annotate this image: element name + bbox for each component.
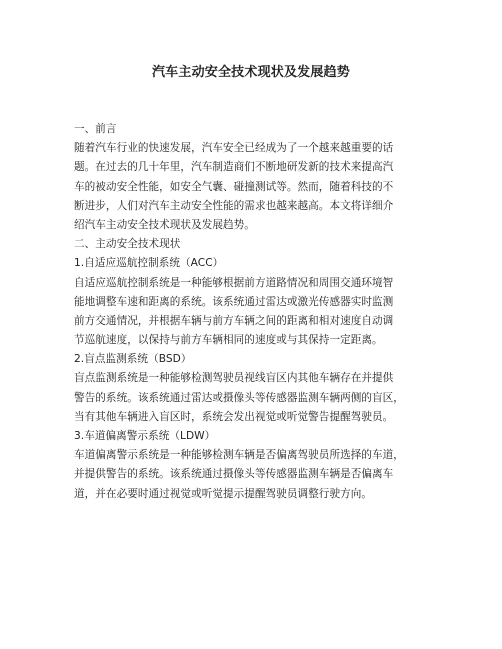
paragraph-line: 绍汽车主动安全技术现状及发展趋势。 <box>74 218 255 231</box>
section-heading-status: 二、主动安全技术现状 <box>74 238 181 251</box>
paragraph-line: 道，并在必要时通过视觉或听觉提示提醒驾驶员调整行驶方向。 <box>74 487 373 500</box>
document-body <box>74 120 436 504</box>
subheading-bsd: 2.盲点监测系统（BSD） <box>74 353 192 366</box>
paragraph-line: 自适应巡航控制系统是一种能够根据前方道路情况和周围交通环境智 <box>74 276 394 289</box>
paragraph-line: 前方交通情况，并根据车辆与前方车辆之间的距离和相对速度自动调 <box>74 314 394 327</box>
paragraph-line: 车的被动安全性能，如安全气囊、碰撞测试等。然而，随着科技的不 <box>74 180 394 193</box>
paragraph-line: 盲点监测系统是一种能够检测驾驶员视线盲区内其他车辆存在并提供 <box>74 372 394 385</box>
paragraph-line: 节巡航速度，以保持与前方车辆相同的速度或与其保持一定距离。 <box>74 334 383 347</box>
paragraph-line: 断进步，人们对汽车主动安全性能的需求也越来越高。本文将详细介 <box>74 199 394 212</box>
paragraph-line: 并提供警告的系统。该系统通过摄像头等传感器监测车辆是否偏离车 <box>74 468 394 481</box>
subheading-ldw: 3.车道偏离警示系统（LDW） <box>74 430 216 442</box>
paragraph-line: 题。在过去的几十年里，汽车制造商们不断地研发新的技术来提高汽 <box>74 161 394 174</box>
paragraph-line: 能地调整车速和距离的系统。该系统通过雷达或激光传感器实时监测 <box>74 295 394 308</box>
section-heading-intro: 一、前言 <box>74 123 117 135</box>
paragraph-line: 警告的系统。该系统通过雷达或摄像头等传感器监测车辆两侧的盲区， <box>74 391 404 404</box>
paragraph-line: 车道偏离警示系统是一种能够检测车辆是否偏离驾驶员所选择的车道， <box>74 449 404 462</box>
paragraph-line: 当有其他车辆进入盲区时，系统会发出视觉或听觉警告提醒驾驶员。 <box>74 410 394 423</box>
subheading-acc: 1.自适应巡航控制系统（ACC） <box>74 257 224 270</box>
document-title: 汽车主动安全技术现状及发展趋势 <box>151 65 350 80</box>
paragraph-line: 随着汽车行业的快速发展，汽车安全已经成为了一个越来越重要的话 <box>74 142 394 155</box>
